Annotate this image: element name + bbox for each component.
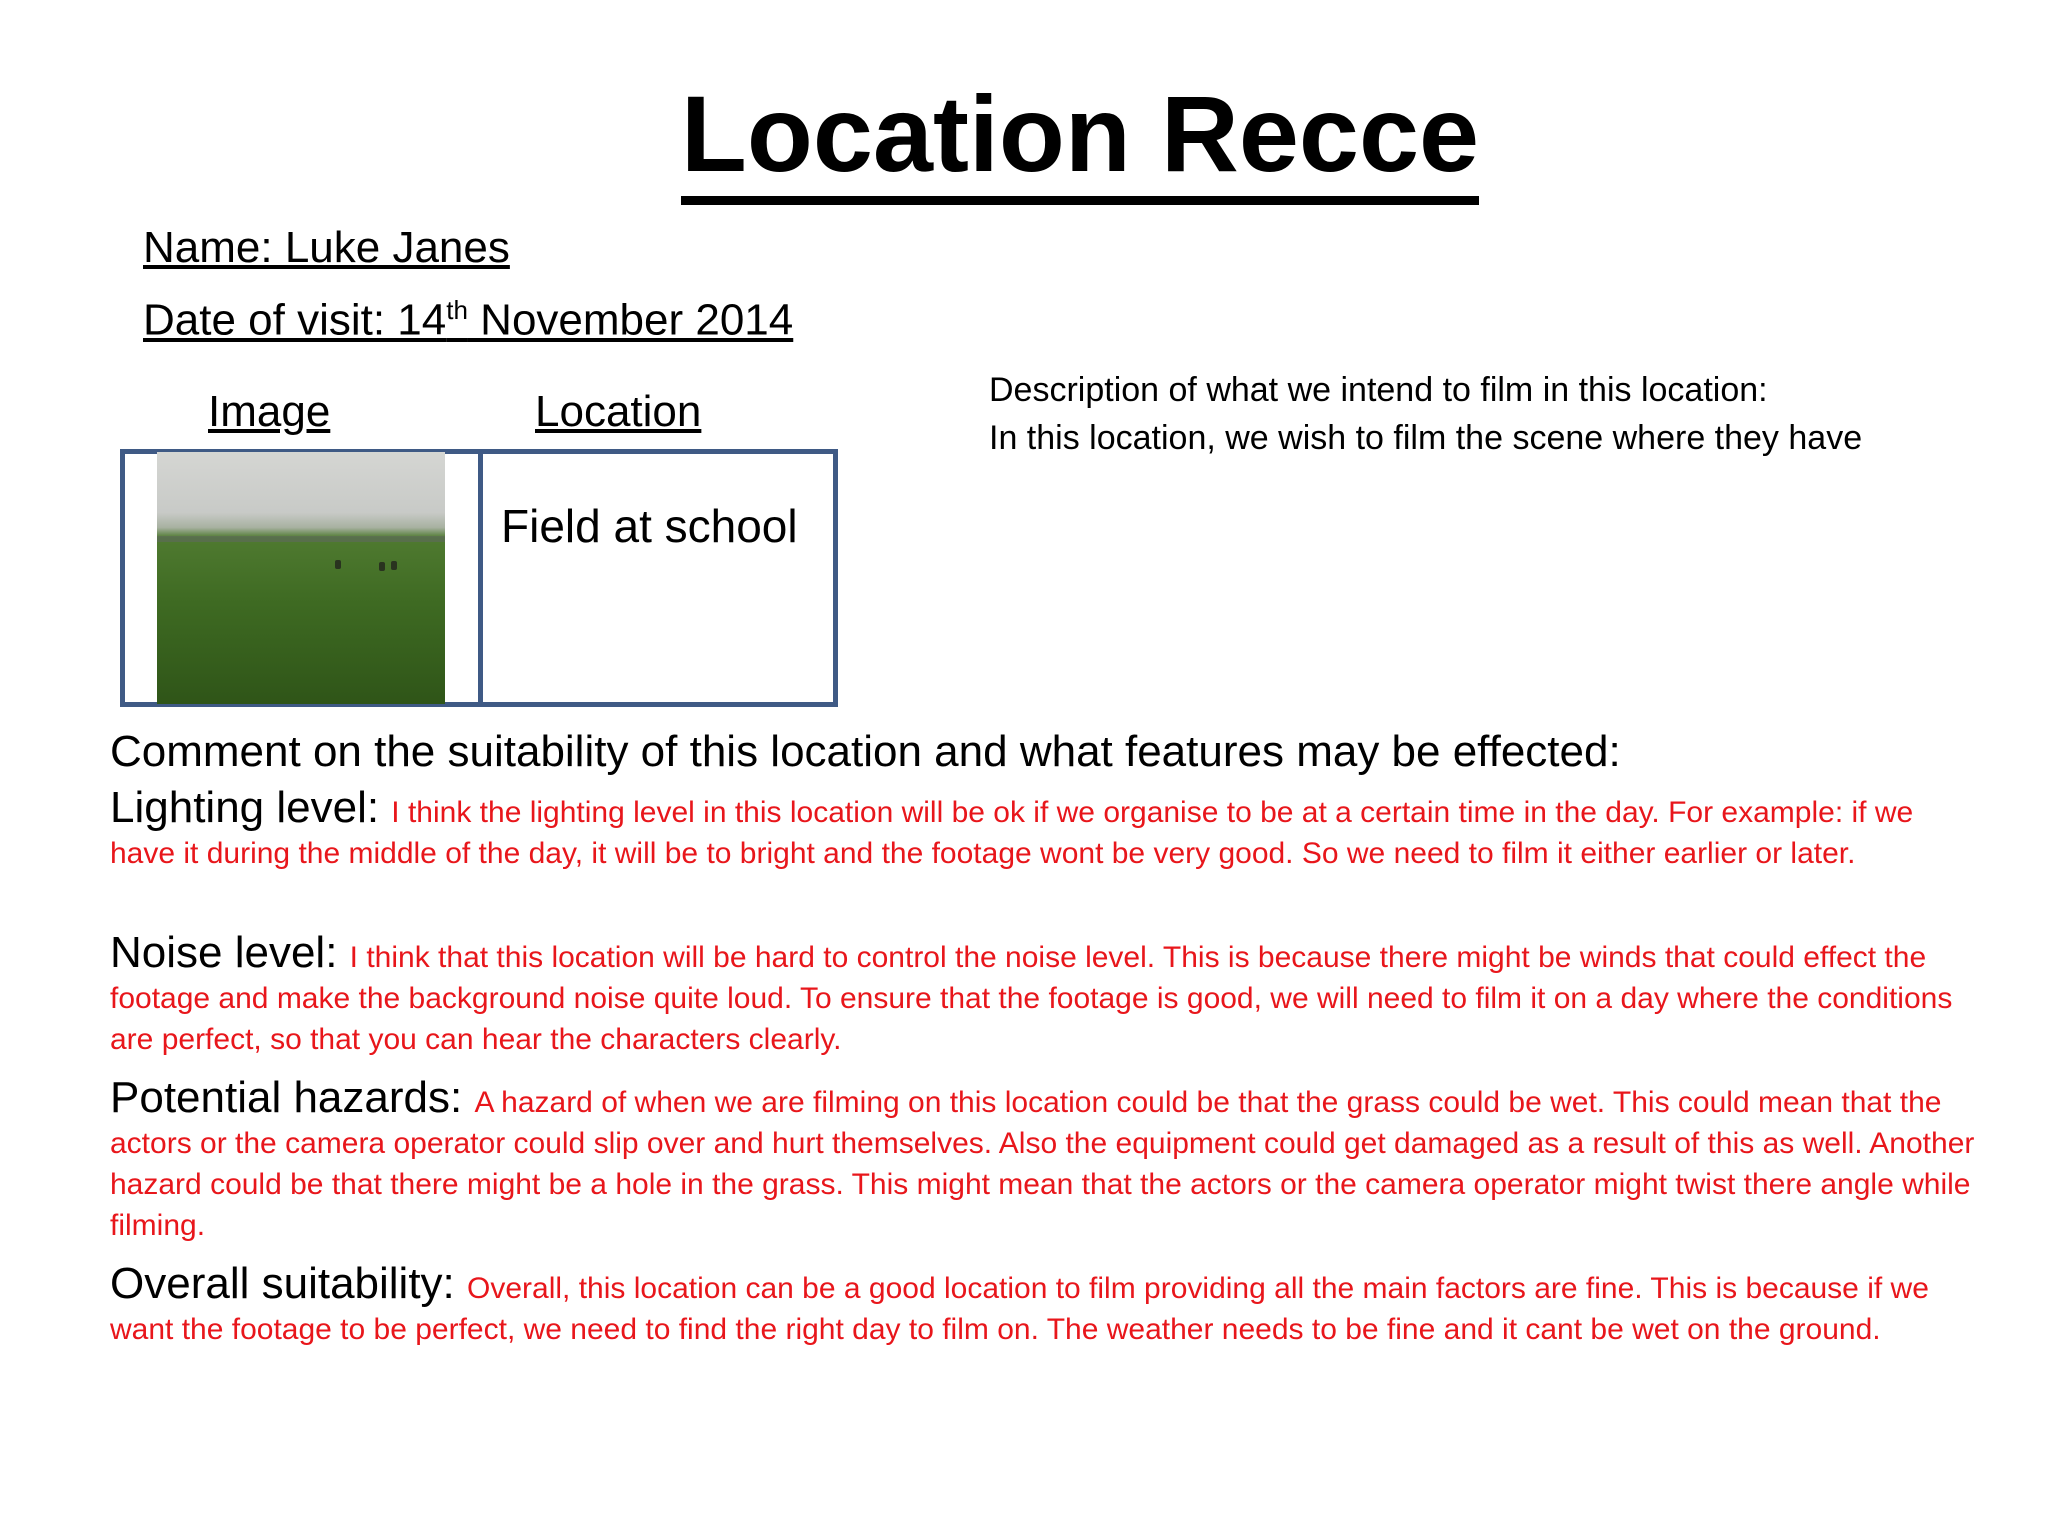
page-title-text: Location Recce <box>681 73 1479 205</box>
noise-text: I think that this location will be hard to control the noise level. This is because there might be winds that could effect the footage and make the background noise quite loud. To ensure that the footage is good, we will need to film it on a day where the conditions are perfect, so that you can hear the characters clearly. <box>110 941 1953 1056</box>
location-value: Field at school <box>501 500 798 552</box>
date-sup: th <box>446 295 468 325</box>
date-suffix: November 2014 <box>467 295 794 345</box>
lighting-text: I think the lighting level in this location will be ok if we organise to be at a certain time in the day. For example: if we have it during the middle of the day, it will be to bright and the footage wont be very good. So we need to film it either earlier or later. <box>110 796 1914 870</box>
image-header: Image <box>208 387 331 436</box>
field-photo <box>157 452 445 704</box>
photo-treeline <box>157 536 445 542</box>
table-divider <box>478 449 483 707</box>
photo-figure <box>391 561 397 570</box>
hazards-label: Potential hazards: <box>110 1073 475 1122</box>
description-heading: Description of what we intend to film in this location: <box>989 371 1768 409</box>
lighting-section <box>110 783 1980 874</box>
lighting-label: Lighting level: <box>110 783 392 832</box>
date-prefix: Date of visit: 14 <box>143 295 447 345</box>
location-header: Location <box>535 387 702 436</box>
date-line <box>143 282 793 349</box>
hazards-text: A hazard of when we are filming on this location could be that the grass could be wet. This could mean that the actors or the camera operator could slip over and hurt themselves. Also the equipment could get damaged as a result of this as well. Another hazard could be that there might be a hole in the grass. This might mean that the actors or the camera operator might twist there angle while filming. <box>110 1086 1975 1242</box>
comment-heading: Comment on the suitability of this location and what features may be effected: <box>110 727 1621 776</box>
description-body: In this location, we wish to film the scene where they have <box>989 419 1863 457</box>
hazards-section <box>110 1073 1980 1246</box>
photo-figure <box>379 562 385 571</box>
overall-section <box>110 1259 1980 1350</box>
overall-text: Overall, this location can be a good location to film providing all the main factors are fine. This is because if we want the footage to be perfect, we need to find the right day to film on. The weather needs to be fine and it cant be wet on the ground. <box>110 1272 1929 1346</box>
description-block <box>989 366 1909 462</box>
photo-figure <box>335 560 341 569</box>
overall-label: Overall suitability: <box>110 1259 468 1308</box>
page-title <box>0 70 2048 198</box>
name-line: Name: Luke Janes <box>143 223 510 272</box>
noise-section <box>110 928 1980 1060</box>
noise-label: Noise level: <box>110 928 350 977</box>
